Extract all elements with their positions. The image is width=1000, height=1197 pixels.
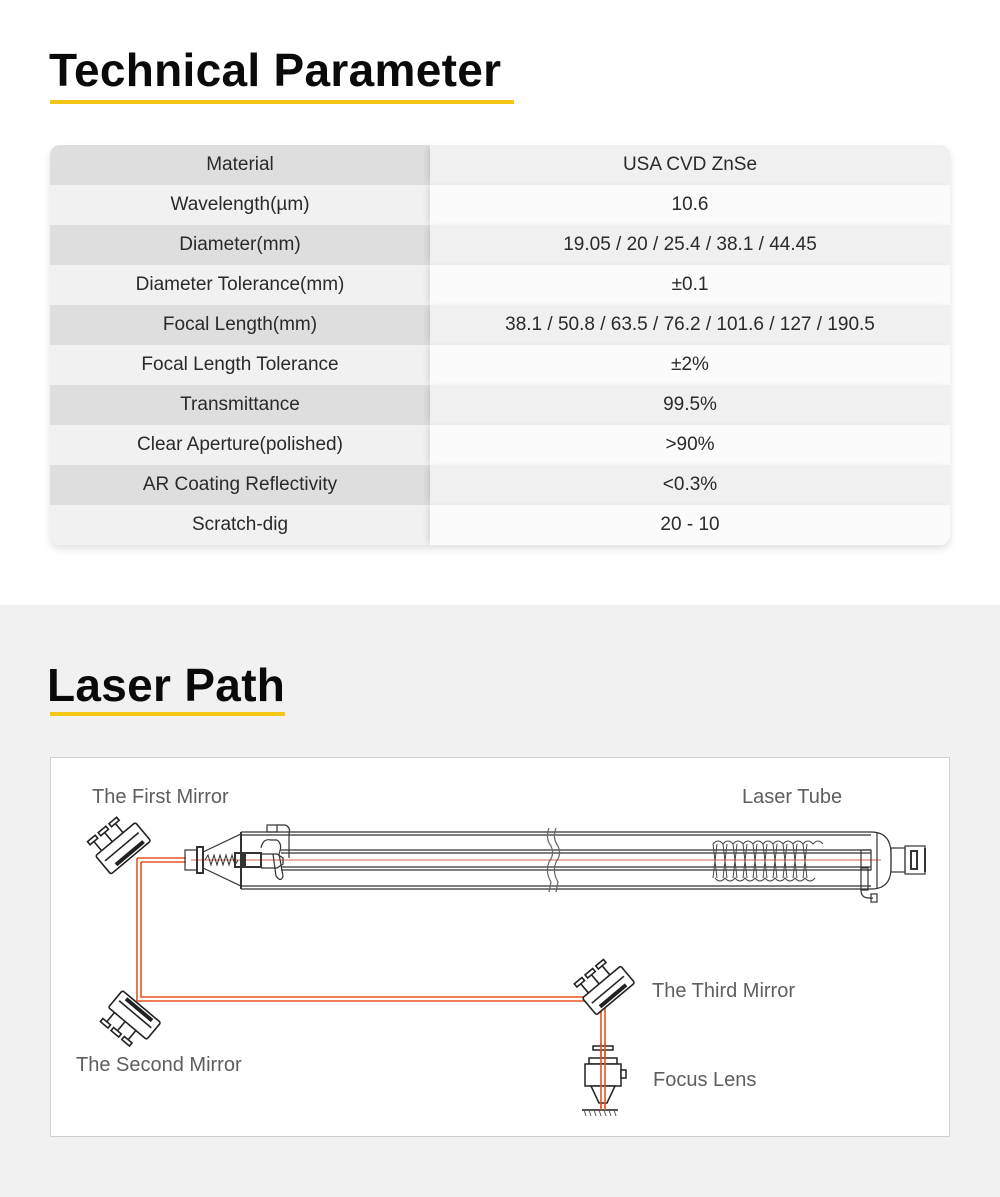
spec-label: Scratch-dig <box>50 505 430 545</box>
spec-value: <0.3% <box>430 465 950 505</box>
third-mirror-icon <box>572 954 635 1015</box>
spec-label: Wavelength(µm) <box>50 185 430 225</box>
focus-lens-label: Focus Lens <box>653 1069 757 1091</box>
first-mirror-label: The First Mirror <box>92 786 229 808</box>
laser-tube-label: Laser Tube <box>742 786 843 808</box>
title-underline <box>50 712 285 716</box>
spec-row <box>50 465 950 505</box>
spec-label: Material <box>50 145 430 185</box>
spec-label: Focal Length Tolerance <box>50 345 430 385</box>
spec-row <box>50 265 950 305</box>
spec-table <box>50 145 950 545</box>
spec-value: ±2% <box>430 345 950 385</box>
spec-value: >90% <box>430 425 950 465</box>
spec-row <box>50 385 950 425</box>
laser-path-title: Laser Path <box>47 659 286 711</box>
spec-row <box>50 225 950 265</box>
spec-label: Transmittance <box>50 385 430 425</box>
spec-value: USA CVD ZnSe <box>430 145 950 185</box>
spec-row <box>50 345 950 385</box>
coil <box>711 841 823 882</box>
laser-path-drawing <box>51 758 951 1138</box>
laser-tube-icon <box>185 825 925 902</box>
spec-label: AR Coating Reflectivity <box>50 465 430 505</box>
spec-row <box>50 505 950 545</box>
second-mirror-label: The Second Mirror <box>76 1054 242 1076</box>
title-underline <box>50 100 514 104</box>
spec-label: Diameter Tolerance(mm) <box>50 265 430 305</box>
laser-path-diagram <box>50 757 950 1137</box>
spec-value: 38.1 / 50.8 / 63.5 / 76.2 / 101.6 / 127 / 190.5 <box>430 305 950 345</box>
second-mirror-icon <box>98 991 161 1052</box>
spec-value: ±0.1 <box>430 265 950 305</box>
spec-row <box>50 145 950 185</box>
focus-lens-icon <box>582 1046 626 1116</box>
third-mirror-label: The Third Mirror <box>652 980 795 1002</box>
spec-row <box>50 185 950 225</box>
spec-value: 99.5% <box>430 385 950 425</box>
spec-label: Clear Aperture(polished) <box>50 425 430 465</box>
technical-parameter-title: Technical Parameter <box>49 44 502 96</box>
spec-label: Diameter(mm) <box>50 225 430 265</box>
spec-row <box>50 305 950 345</box>
spec-value: 19.05 / 20 / 25.4 / 38.1 / 44.45 <box>430 225 950 265</box>
spec-value: 10.6 <box>430 185 950 225</box>
spec-value: 20 - 10 <box>430 505 950 545</box>
spec-label: Focal Length(mm) <box>50 305 430 345</box>
spec-row <box>50 425 950 465</box>
